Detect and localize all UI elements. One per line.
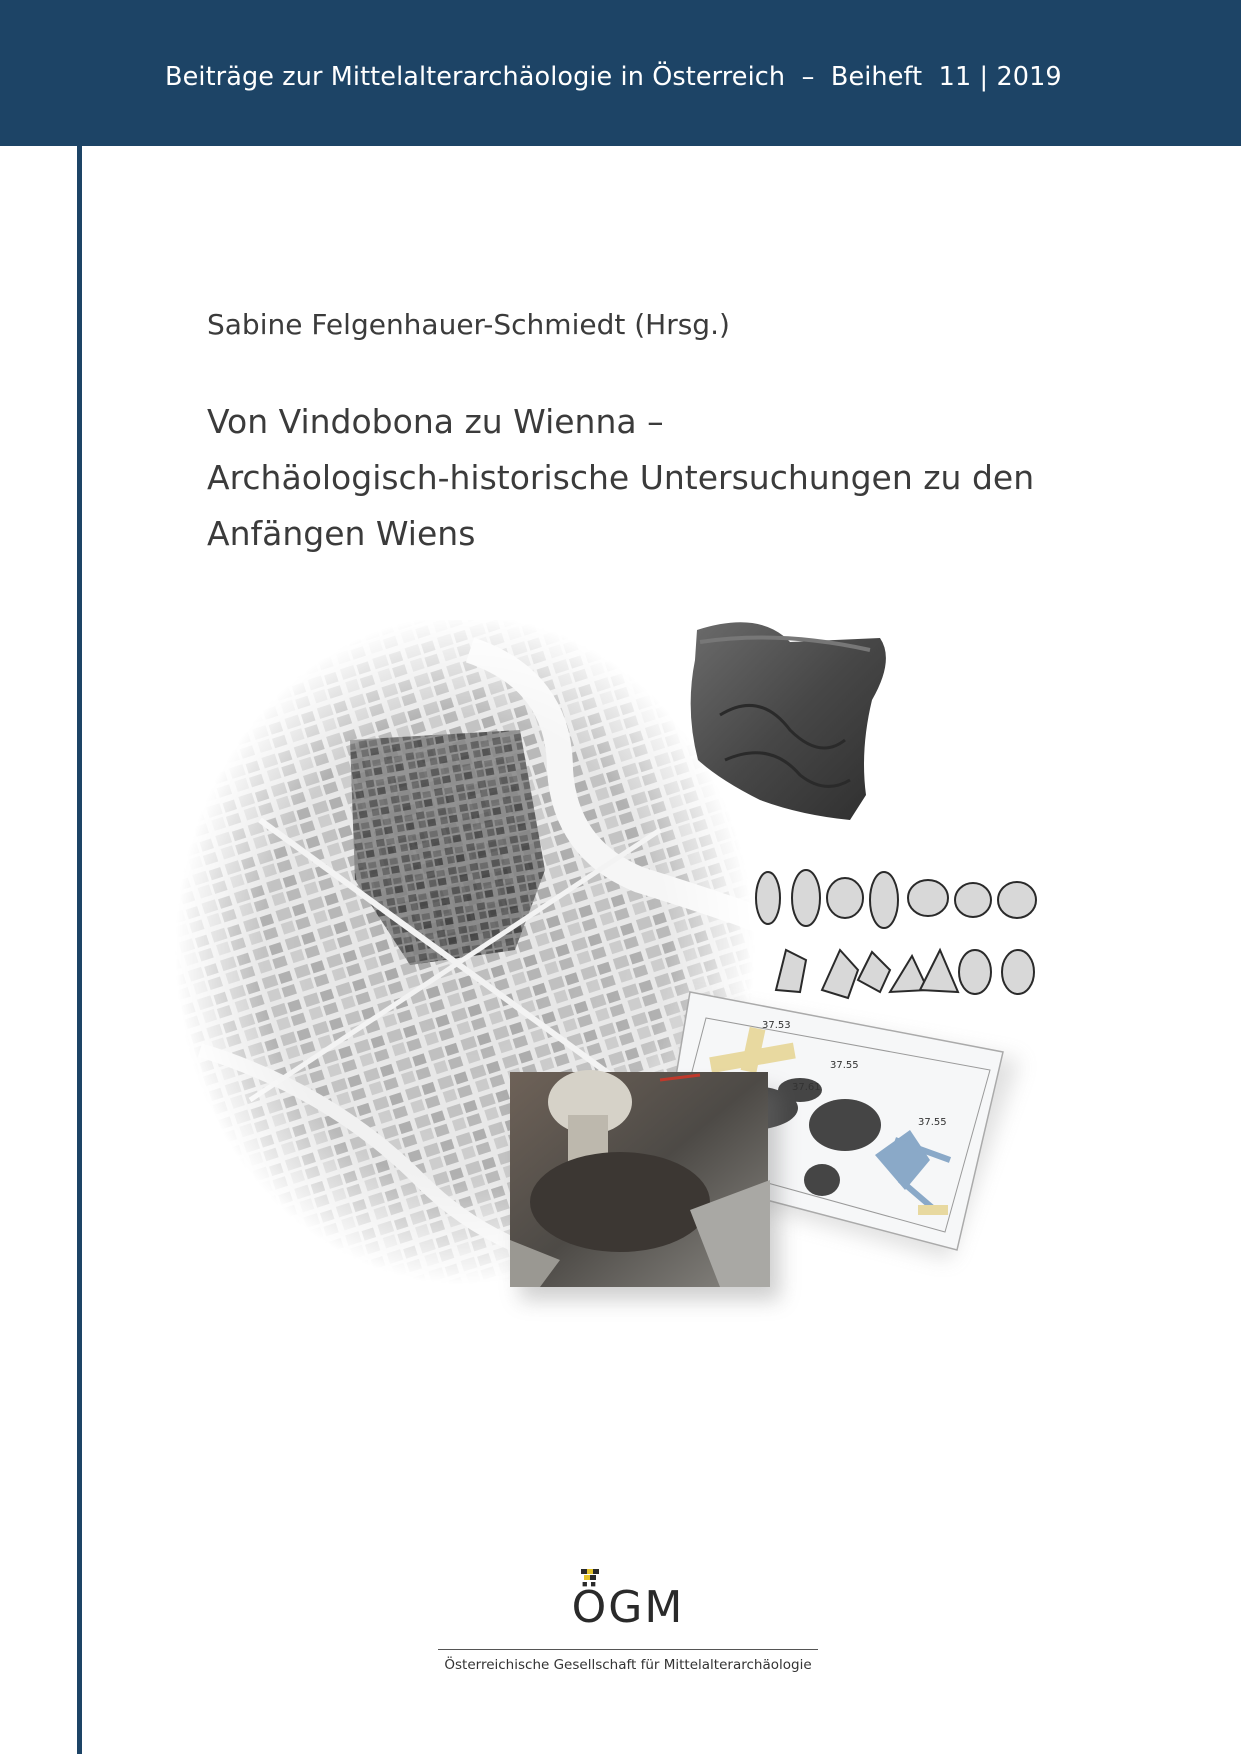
series-supplement: Beiheft	[830, 62, 923, 92]
series-year: 2019	[996, 62, 1062, 92]
title-line-1: Von Vindobona zu Wienna –	[207, 402, 664, 441]
series-name: Beiträge zur Mittelalterarchäologie in Österreich	[165, 62, 786, 92]
publisher-rule	[438, 1649, 818, 1650]
logo-text: ÖGM	[571, 1582, 685, 1633]
finds-drawings	[756, 870, 1036, 998]
publisher-logo	[572, 1583, 685, 1633]
book-editor: Sabine Felgenhauer-Schmiedt (Hrsg.)	[207, 308, 730, 341]
title-line-3: Anfängen Wiens	[207, 514, 476, 553]
plan-label: 37.61	[792, 1082, 821, 1093]
publisher-name: Österreichische Gesellschaft für Mittelalterarchäologie	[444, 1657, 812, 1673]
header-band	[0, 0, 1241, 146]
excavation-photo	[510, 1070, 780, 1300]
series-separator: |	[979, 62, 989, 92]
plan-label: 37.53	[762, 1020, 791, 1031]
series-title	[165, 62, 1062, 92]
cover-collage	[0, 620, 1241, 1440]
series-dash: –	[801, 62, 815, 92]
plan-label: 37.55	[918, 1117, 947, 1128]
publisher-block	[438, 1583, 818, 1703]
logo-checker-icon	[581, 1569, 599, 1583]
series-number: 11	[938, 62, 972, 92]
book-title	[207, 394, 1107, 562]
plan-label: 37.55	[830, 1060, 859, 1071]
title-line-2: Archäologisch-historische Untersuchungen zu den	[207, 458, 1035, 497]
